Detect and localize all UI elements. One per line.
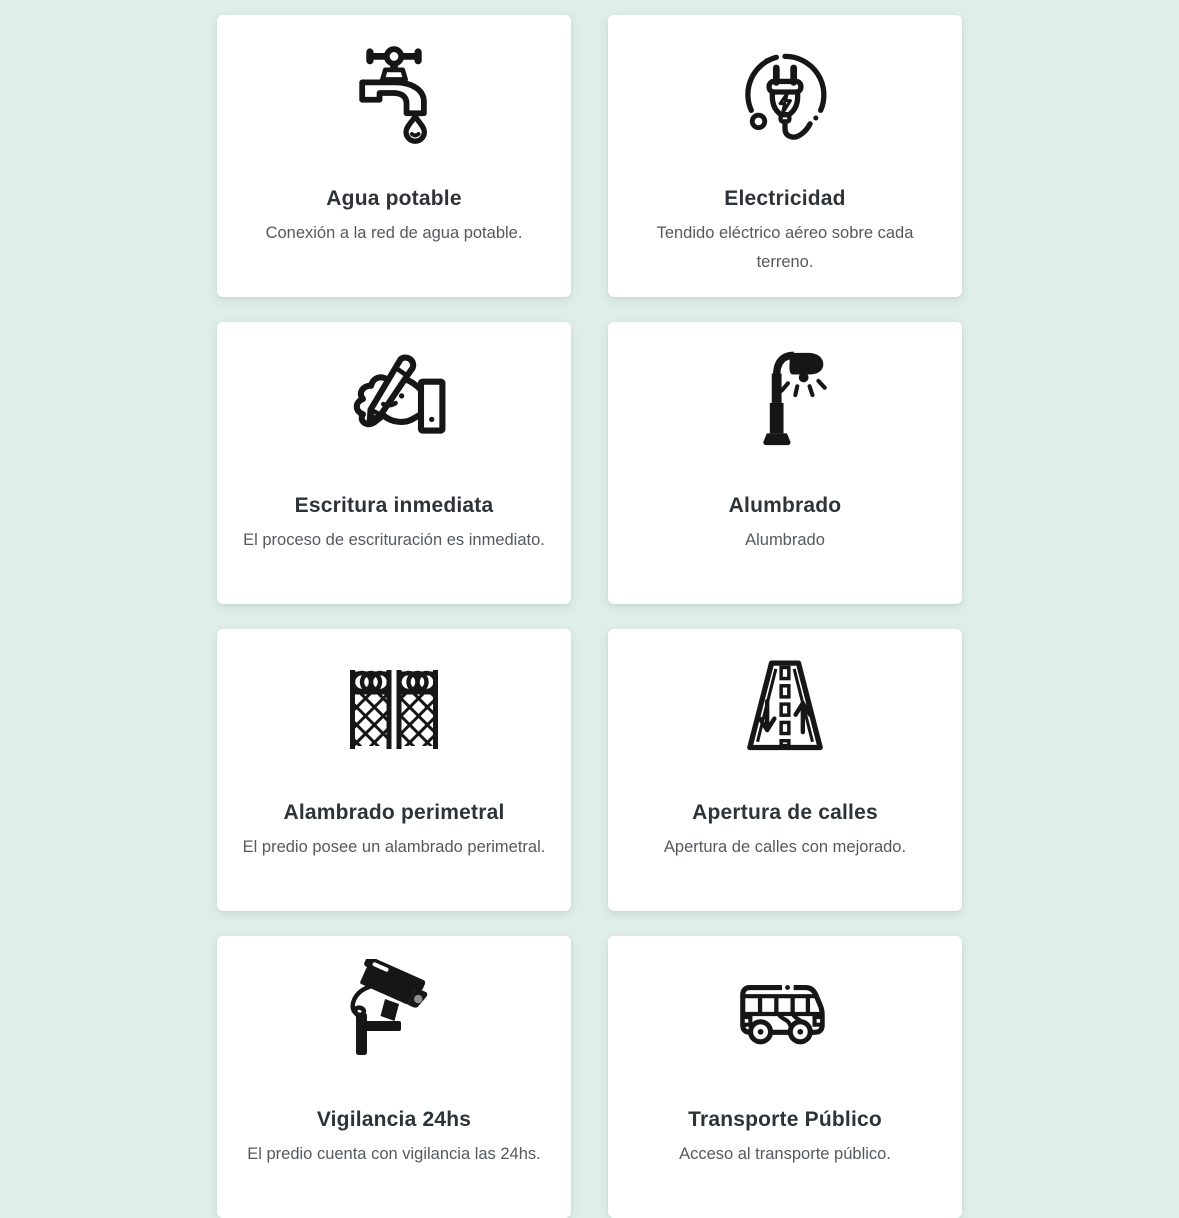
- street-lamp-icon: [731, 344, 839, 456]
- card-title: Alumbrado: [728, 494, 842, 517]
- card-description: Tendido eléctrico aéreo sobre cada terreno.: [656, 224, 914, 271]
- card-title: Escritura inmediata: [294, 494, 494, 517]
- card-title: Apertura de calles: [692, 801, 878, 824]
- perimeter-fence-icon: [339, 651, 449, 763]
- feature-card-apertura-de-calles: [608, 629, 962, 911]
- road-icon: [732, 651, 838, 763]
- cctv-camera-icon: [339, 958, 449, 1070]
- feature-card-transporte-publico: [608, 936, 962, 1218]
- feature-card-vigilancia-24hs: [217, 936, 571, 1218]
- card-description: El predio cuenta con vigilancia las 24hs.: [247, 1145, 541, 1164]
- feature-card-agua-potable: [217, 15, 571, 297]
- card-description: El proceso de escrituración es inmediato.: [243, 531, 545, 550]
- feature-card-electricidad: [608, 15, 962, 297]
- card-description: Acceso al transporte público.: [679, 1145, 891, 1164]
- faucet-icon: [341, 37, 447, 149]
- card-title: Electricidad: [724, 187, 846, 210]
- card-description: El predio posee un alambrado perimetral.: [242, 838, 546, 857]
- signing-hand-icon: [333, 344, 456, 456]
- card-title: Agua potable: [326, 187, 462, 210]
- card-description: Conexión a la red de agua potable.: [265, 224, 523, 243]
- electric-plug-icon: [732, 37, 838, 149]
- card-description: Apertura de calles con mejorado.: [663, 838, 907, 857]
- bus-icon: [729, 958, 841, 1070]
- feature-card-escritura-inmediata: [217, 322, 571, 604]
- card-title: Transporte Público: [688, 1108, 882, 1131]
- card-title: Alambrado perimetral: [283, 801, 505, 824]
- feature-card-alumbrado: [608, 322, 962, 604]
- card-title: Vigilancia 24hs: [316, 1108, 472, 1131]
- card-description: Alumbrado: [745, 531, 825, 550]
- feature-card-alambrado-perimetral: [217, 629, 571, 911]
